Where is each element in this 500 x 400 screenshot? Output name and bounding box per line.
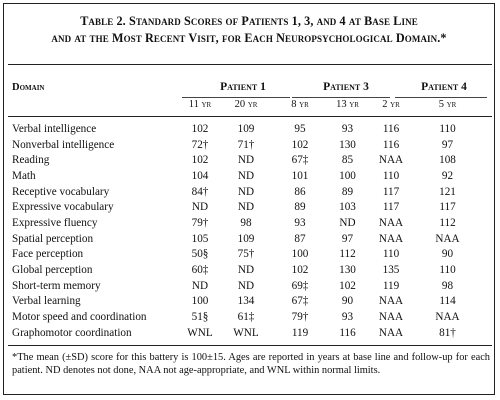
score-cell: 67‡ (291, 295, 309, 308)
year-header: 8 yr (291, 99, 309, 110)
score-cell: 97 (341, 232, 354, 245)
patient-1-header: Patient 1 (220, 81, 266, 93)
score-cell: NAA (435, 311, 460, 324)
score-cell: 100 (191, 295, 209, 308)
table-row (12, 262, 482, 278)
score-cell: 116 (382, 138, 400, 151)
score-cell: ND (339, 216, 356, 229)
domain-cell: Expressive vocabulary (12, 201, 114, 214)
score-cell: 102 (191, 122, 209, 135)
domain-cell: Receptive vocabulary (12, 185, 110, 198)
score-cell: 84† (191, 185, 209, 198)
score-cell: 116 (382, 122, 400, 135)
table-row (12, 231, 482, 247)
year-header: 5 yr (438, 99, 457, 110)
domain-cell: Nonverbal intelligence (12, 138, 115, 151)
score-cell: 87 (294, 232, 306, 245)
score-cell: 114 (439, 295, 456, 308)
score-cell: 109 (237, 232, 255, 245)
score-cell: 98 (441, 279, 454, 292)
score-cell: 102 (191, 154, 209, 167)
table-row (12, 325, 482, 341)
domain-cell: Face perception (12, 248, 84, 261)
score-cell: 110 (382, 248, 400, 261)
score-cell: 102 (339, 279, 356, 292)
score-cell: 67‡ (291, 154, 309, 167)
score-cell: 75† (237, 248, 255, 261)
score-cell: NAA (378, 216, 404, 229)
score-cell: 50§ (191, 248, 209, 261)
score-cell: 109 (237, 122, 255, 135)
header-rule (8, 116, 492, 117)
year-header: 2 yr (382, 99, 400, 110)
score-cell: 117 (439, 201, 456, 214)
score-cell: 119 (382, 279, 400, 292)
domain-cell: Short-term memory (12, 279, 101, 292)
top-rule (8, 64, 492, 65)
score-cell: ND (237, 201, 255, 214)
table-row (12, 294, 482, 310)
score-cell: 101 (291, 169, 309, 182)
score-cell: ND (191, 201, 209, 214)
table-row (12, 121, 482, 137)
domain-cell: Global perception (12, 264, 93, 277)
score-cell: 81† (439, 326, 456, 339)
domain-cell: Expressive fluency (12, 216, 98, 229)
title-line-1: Table 2. Standard Scores of Patients 1, 3, and 4 at Base Line (80, 14, 418, 28)
score-cell: 110 (382, 169, 400, 182)
table-row (12, 278, 482, 294)
score-cell: NAA (378, 295, 404, 308)
score-cell: ND (237, 264, 255, 277)
score-cell: 93 (341, 122, 354, 135)
domain-cell: Reading (12, 154, 50, 167)
score-cell: 100 (291, 248, 309, 261)
year-header: 20 yr (234, 99, 258, 110)
footnote: *The mean (±SD) score for this battery is 100±15. Ages are reported in years at base line and follow-up for each patient. ND denotes not done, NAA not age-appropriate, and WNL within normal limits. (12, 352, 490, 376)
score-cell: 85 (341, 154, 354, 167)
table-row (12, 199, 482, 215)
score-cell: 134 (237, 295, 255, 308)
score-cell: 102 (291, 138, 309, 151)
score-cell: 92 (441, 169, 454, 182)
table-row (12, 215, 482, 231)
score-cell: 112 (339, 248, 356, 261)
score-cell: 72† (191, 138, 209, 151)
table-row (12, 168, 482, 184)
patient-1-rule (182, 97, 290, 98)
score-cell: NAA (378, 311, 404, 324)
table-row (12, 247, 482, 263)
table-row (12, 309, 482, 325)
score-cell: 61‡ (237, 311, 255, 324)
score-cell: 93 (341, 311, 354, 324)
score-cell: 119 (291, 326, 309, 339)
score-cell: 100 (339, 169, 356, 182)
score-cell: 110 (439, 122, 456, 135)
domain-cell: Verbal learning (12, 295, 81, 308)
score-cell: 117 (382, 185, 400, 198)
score-cell: 116 (339, 326, 356, 339)
table-title (4, 4, 494, 47)
score-cell: NAA (378, 154, 404, 167)
domain-cell: Motor speed and coordination (12, 311, 147, 324)
score-cell: 90 (441, 248, 454, 261)
score-cell: ND (191, 279, 209, 292)
score-cell: WNL (187, 326, 213, 339)
score-cell: 102 (291, 264, 309, 277)
score-cell: 104 (191, 169, 209, 182)
score-cell: 79† (191, 216, 209, 229)
score-cell: 121 (439, 185, 456, 198)
score-cell: 103 (339, 201, 356, 214)
score-cell: 89 (294, 201, 306, 214)
score-cell: ND (237, 185, 255, 198)
score-cell: 97 (441, 138, 454, 151)
score-cell: 110 (439, 264, 456, 277)
year-header: 11 yr (188, 99, 212, 110)
domain-column-header: Domain (12, 82, 45, 93)
score-cell: 51§ (191, 311, 209, 324)
score-cell: 60‡ (191, 264, 209, 277)
domain-cell: Graphomotor coordination (12, 326, 132, 339)
score-cell: 117 (382, 201, 400, 214)
domain-cell: Verbal intelligence (12, 122, 97, 135)
table-row (12, 137, 482, 153)
score-cell: 93 (294, 216, 306, 229)
score-cell: ND (237, 279, 255, 292)
domain-cell: Math (12, 169, 36, 182)
score-cell: 98 (240, 216, 252, 229)
score-cell: NAA (435, 232, 460, 245)
domain-cell: Spatial perception (12, 232, 94, 245)
score-cell: 112 (439, 216, 456, 229)
score-cell: 130 (339, 138, 356, 151)
score-cell: NAA (378, 326, 404, 339)
score-cell: 79† (291, 311, 309, 324)
score-cell: 69‡ (291, 279, 309, 292)
year-header: 13 yr (336, 99, 359, 110)
patient-3-rule (292, 97, 390, 98)
score-cell: 105 (191, 232, 209, 245)
score-cell: ND (237, 169, 255, 182)
score-cell: 130 (339, 264, 356, 277)
table-row (12, 152, 482, 168)
score-cell: ND (237, 154, 255, 167)
patient-4-header: Patient 4 (421, 81, 467, 93)
score-cell: 89 (341, 185, 354, 198)
patient-3-header: Patient 3 (323, 81, 369, 93)
title-line-2: and at the Most Recent Visit, for Each Neuropsychological Domain.* (51, 31, 447, 45)
scores-table (12, 121, 482, 341)
score-cell: 95 (294, 122, 306, 135)
score-cell: 135 (382, 264, 400, 277)
score-cell: 86 (294, 185, 306, 198)
score-cell: NAA (378, 232, 404, 245)
bottom-rule (8, 345, 492, 346)
score-cell: 71† (237, 138, 255, 151)
table-row (12, 184, 482, 200)
patient-4-rule (395, 97, 487, 98)
score-cell: 108 (439, 154, 456, 167)
score-cell: WNL (233, 326, 259, 339)
score-cell: 90 (341, 295, 354, 308)
